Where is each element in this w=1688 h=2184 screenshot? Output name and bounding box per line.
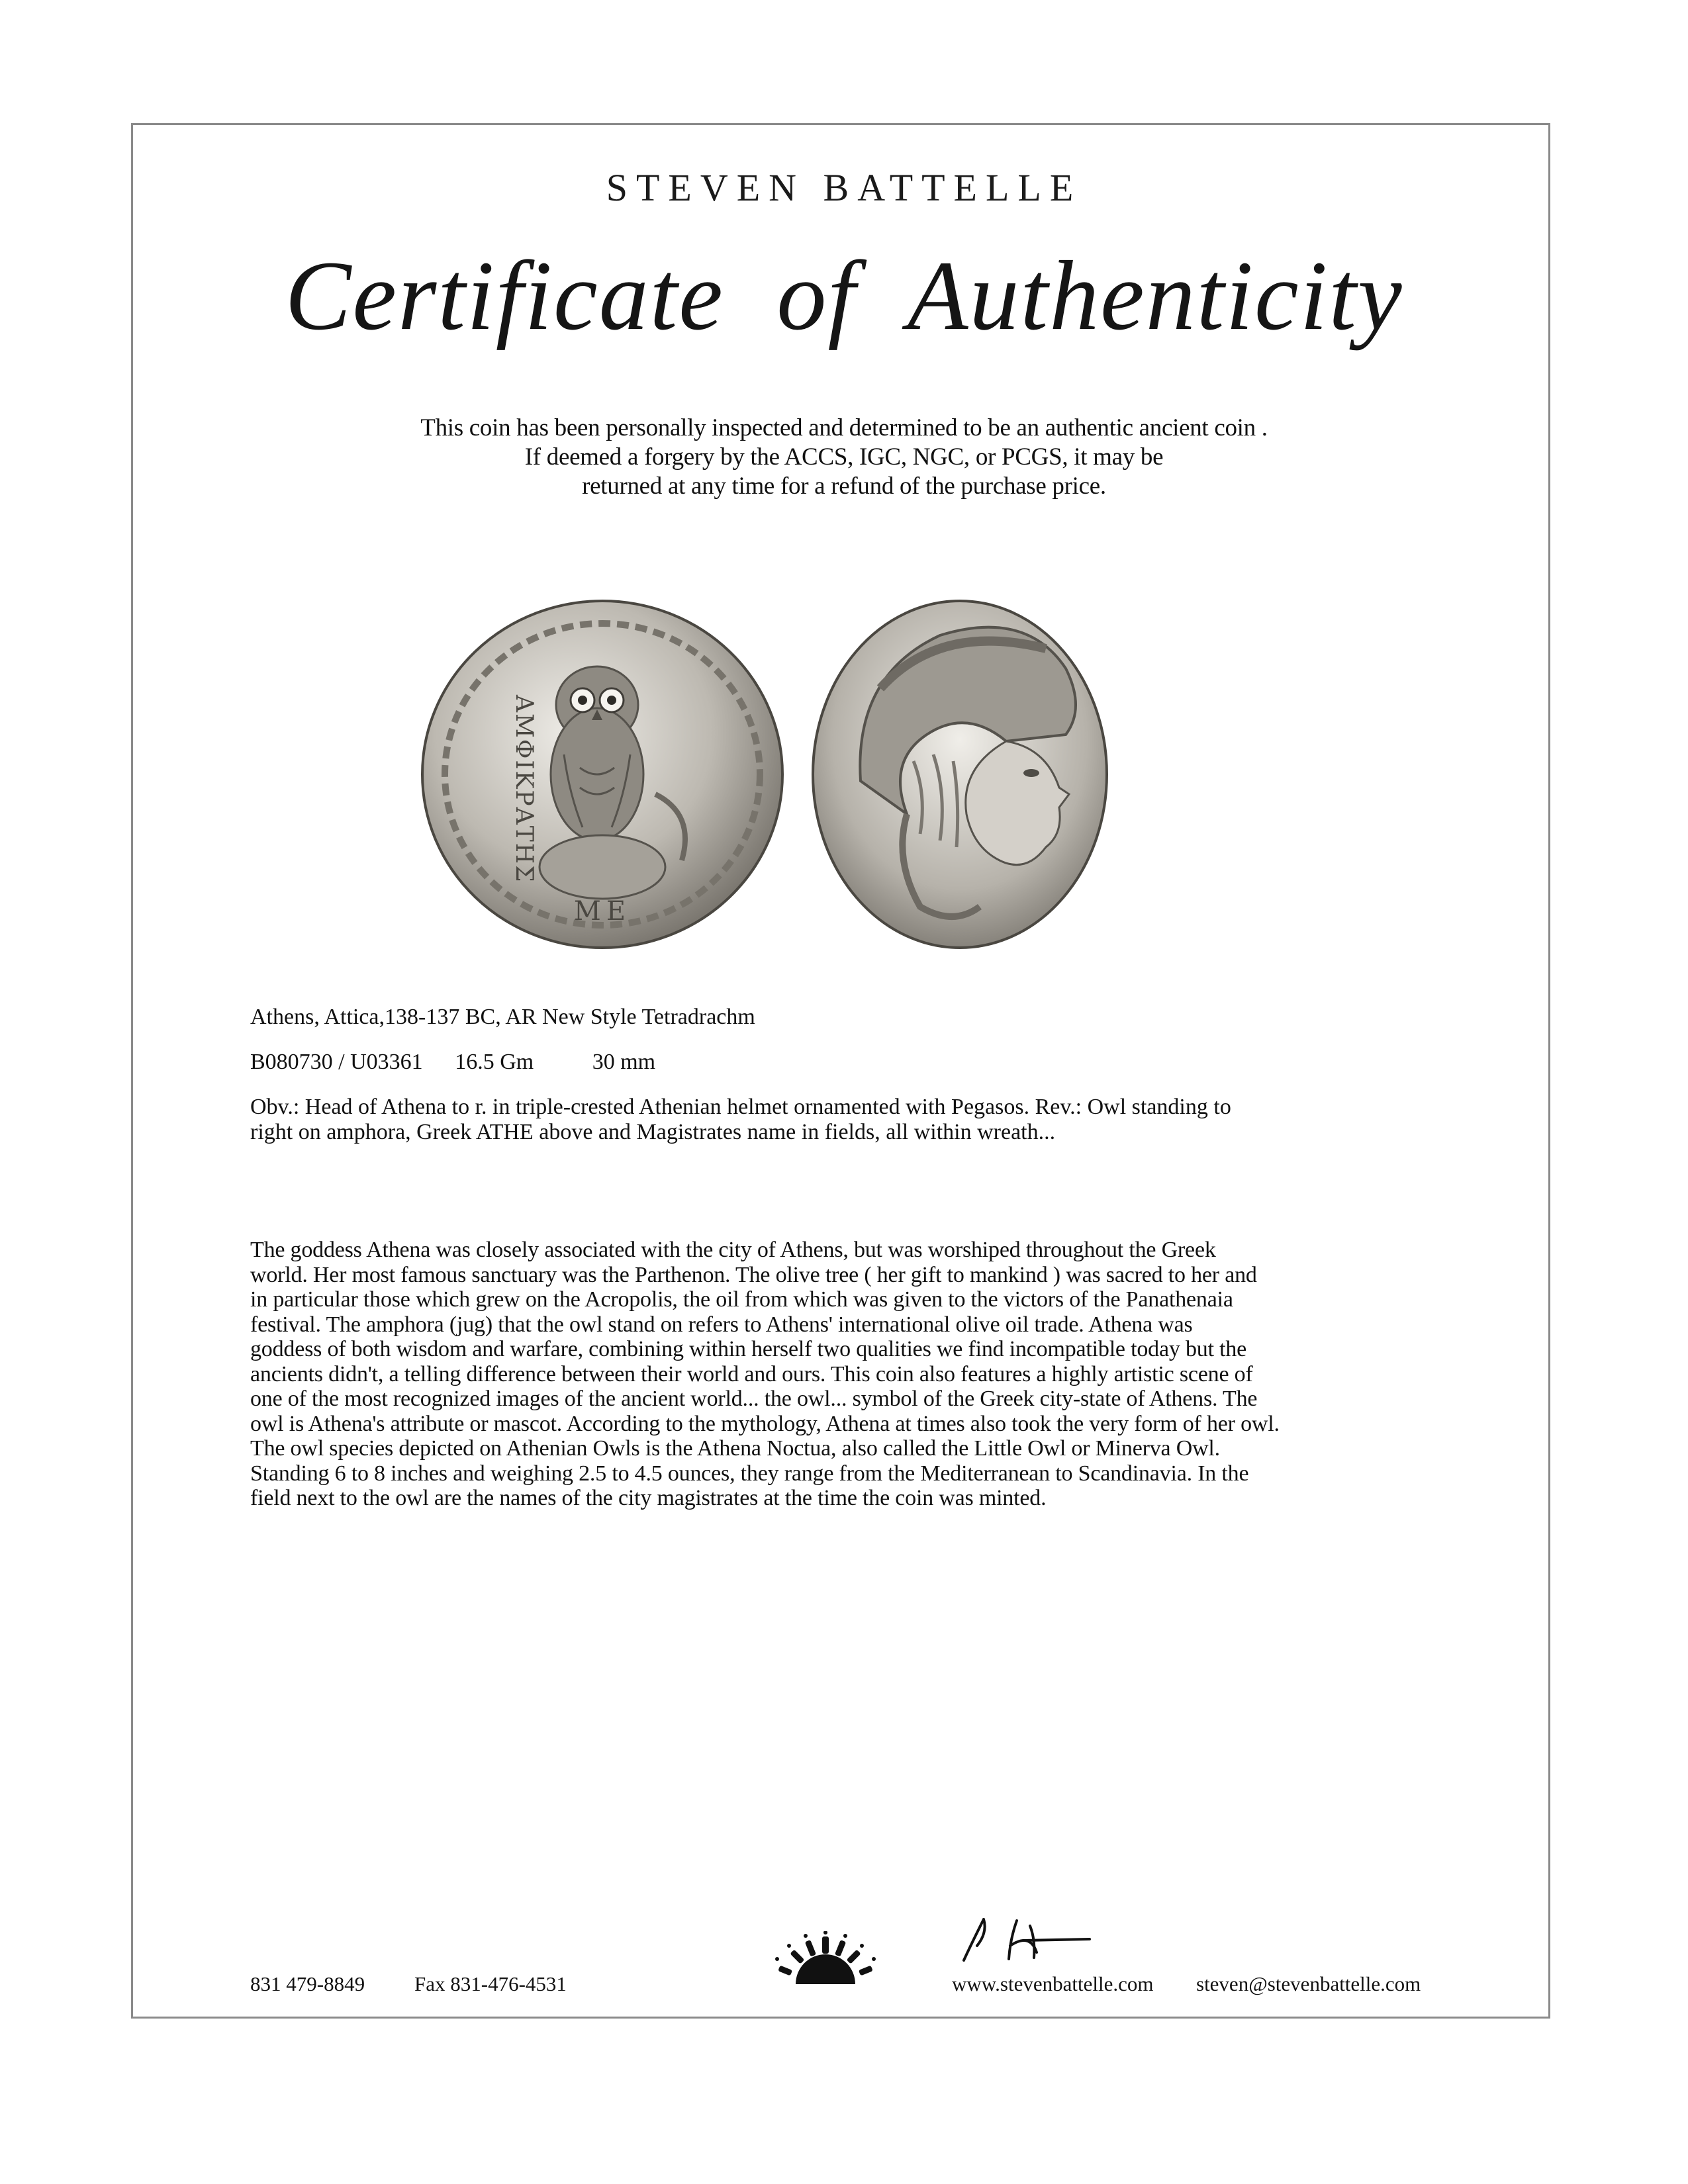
coin-description-line: right on amphora, Greek ATHE above and Magistrates name in fields, all within wreath... bbox=[250, 1120, 1056, 1144]
history-paragraph bbox=[250, 1238, 1442, 1511]
guarantee-line: If deemed a forgery by the ACCS, IGC, NGC, or PCGS, it may be bbox=[524, 443, 1164, 471]
coin-details bbox=[250, 1005, 1442, 1145]
brand-name: STEVEN BATTELLE bbox=[606, 166, 1082, 209]
fax-number: Fax 831-476-4531 bbox=[414, 1972, 567, 1995]
history-line: goddess of both wisdom and warfare, combining within herself two qualities we find incompatible today but the bbox=[250, 1337, 1247, 1361]
coin-description-line: Obv.: Head of Athena to r. in triple-crested Athenian helmet ornamented with Pegasos. Rev.: Owl standing to bbox=[250, 1095, 1231, 1119]
reverse-legend-bottom: ΜΕ bbox=[573, 896, 632, 927]
history-line: festival. The amphora (jug) that the owl stand on refers to Athens' international olive oil trade. Athena was bbox=[250, 1312, 1193, 1337]
history-line: one of the most recognized images of the ancient world... the owl... symbol of the Greek city-state of Athens. The bbox=[250, 1387, 1258, 1411]
history-line: world. Her most famous sanctuary was the Parthenon. The olive tree ( her gift to mankind ) was sacred to her and bbox=[250, 1262, 1257, 1287]
coin-specs bbox=[250, 1050, 1442, 1076]
guarantee-line: This coin has been personally inspected and determined to be an authentic ancient coin . bbox=[420, 414, 1268, 441]
history-line: Standing 6 to 8 inches and weighing 2.5 to 4.5 ounces, they range from the Mediterranean to Scandinavia. In the bbox=[250, 1461, 1249, 1486]
guarantee-line: returned at any time for a refund of the purchase price. bbox=[582, 473, 1106, 500]
history-line: The goddess Athena was closely associated with the city of Athens, but was worshiped throughout the Greek bbox=[250, 1238, 1216, 1262]
certificate-title: Certificate of Authenticity bbox=[285, 241, 1403, 351]
website-link[interactable]: www.stevenbattelle.com bbox=[952, 1972, 1154, 1995]
guarantee-statement bbox=[0, 414, 1688, 501]
history-line: owl is Athena's attribute or mascot. According to the mythology, Athena at times also took the very form of her owl. bbox=[250, 1411, 1280, 1436]
footer bbox=[0, 1959, 1688, 1999]
coin-description bbox=[250, 1095, 1442, 1145]
signature-icon bbox=[957, 1913, 1116, 1966]
coin-reverse-owl-image bbox=[417, 596, 788, 953]
coin-title: Athens, Attica,138-137 BC, AR New Style Tetradrachm bbox=[250, 1005, 755, 1029]
history-line: field next to the owl are the names of the city magistrates at the time the coin was minted. bbox=[250, 1486, 1047, 1510]
coin-photos bbox=[417, 596, 1119, 953]
phone-number: 831 479-8849 bbox=[250, 1972, 365, 1995]
history-line: ancients didn't, a telling difference between their world and ours. This coin also features a highly artistic scene of bbox=[250, 1361, 1253, 1387]
coin-obverse-athena-image bbox=[808, 596, 1112, 953]
reverse-legend-left: ΑΜΦΙΚΡΑΤΗΣ bbox=[510, 695, 538, 884]
history-line: in particular those which grew on the Acropolis, the oil from which was given to the victors of the Panathenaia bbox=[250, 1287, 1233, 1312]
history-line: The owl species depicted on Athenian Owls is the Athena Noctua, also called the Little Owl or Minerva Owl. bbox=[250, 1436, 1220, 1461]
coin-weight: 16.5 Gm bbox=[455, 1050, 534, 1074]
coin-diameter: 30 mm bbox=[592, 1050, 656, 1074]
coin-inventory-number: B080730 / U03361 bbox=[250, 1050, 423, 1074]
email-link[interactable]: steven@stevenbattelle.com bbox=[1196, 1972, 1421, 1995]
